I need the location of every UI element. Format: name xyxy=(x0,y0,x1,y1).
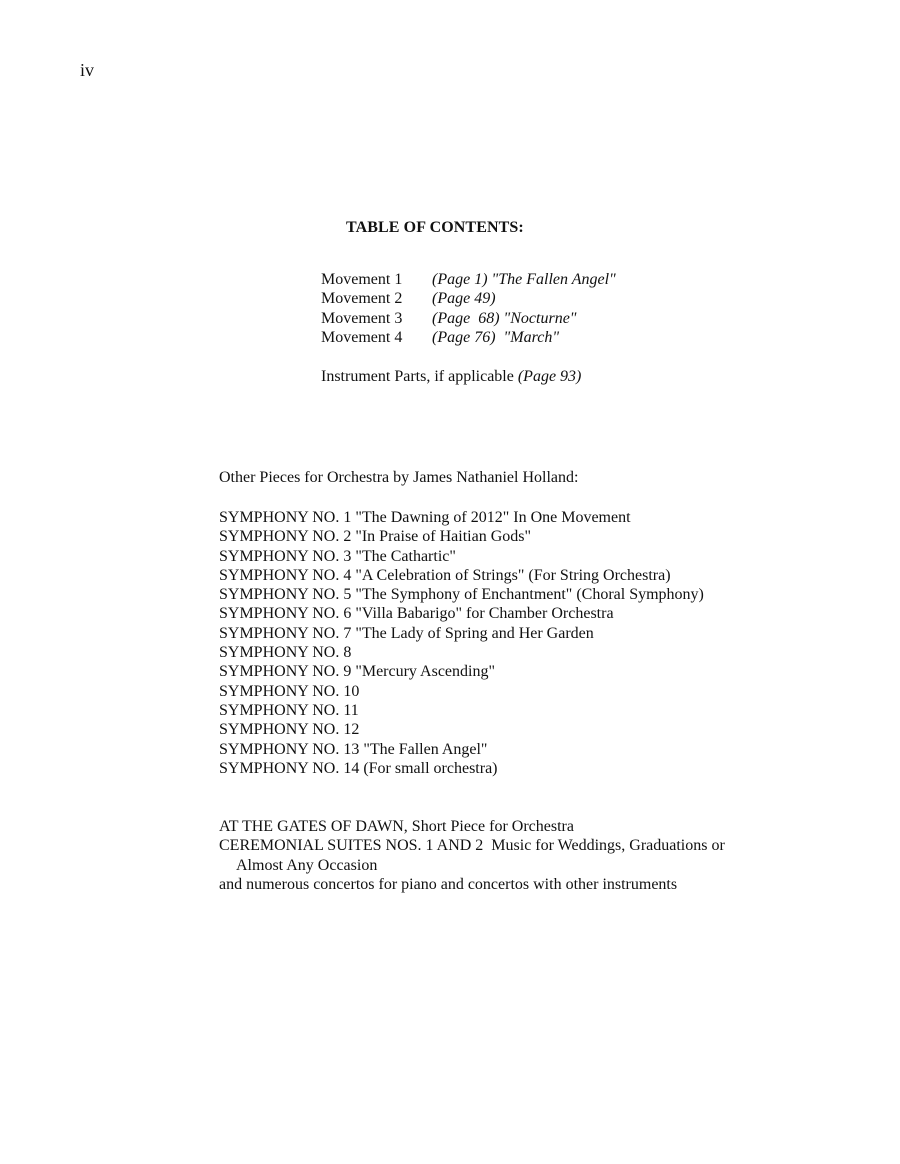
symphony-item: SYMPHONY NO. 10 xyxy=(219,682,360,700)
other-works-list xyxy=(219,817,819,895)
other-pieces-heading: Other Pieces for Orchestra by James Nathaniel Holland: xyxy=(219,469,579,486)
toc-entry-page-ref: (Page 49) xyxy=(432,290,496,308)
work-ceremonial-suites-continuation: Almost Any Occasion xyxy=(236,856,378,874)
toc-instrument-parts xyxy=(321,368,581,386)
symphony-item: SYMPHONY NO. 12 xyxy=(219,721,360,739)
toc-entry-movement-4 xyxy=(321,328,741,347)
symphony-item: SYMPHONY NO. 6 "Villa Babarigo" for Chamber Orchestra xyxy=(219,605,614,623)
toc-entry-label: Movement 1 xyxy=(321,271,403,288)
toc-list xyxy=(321,270,741,348)
toc-entry-label: Movement 4 xyxy=(321,329,403,347)
symphony-item: SYMPHONY NO. 7 "The Lady of Spring and Her Garden xyxy=(219,624,594,642)
toc-entry-label: Movement 2 xyxy=(321,290,403,308)
symphony-item: SYMPHONY NO. 9 "Mercury Ascending" xyxy=(219,663,496,681)
toc-entry-label: Movement 3 xyxy=(321,309,403,327)
work-gates-of-dawn: AT THE GATES OF DAWN, Short Piece for Orchestra xyxy=(219,818,574,835)
symphony-item: SYMPHONY NO. 13 "The Fallen Angel" xyxy=(219,740,488,758)
toc-entry-movement-2 xyxy=(321,289,741,308)
symphony-item: SYMPHONY NO. 3 "The Cathartic" xyxy=(219,547,456,565)
symphony-item: SYMPHONY NO. 1 "The Dawning of 2012" In One Movement xyxy=(219,509,631,526)
instrument-parts-page-ref: (Page 93) xyxy=(517,368,582,385)
symphony-item: SYMPHONY NO. 4 "A Celebration of Strings" (For String Orchestra) xyxy=(219,566,671,584)
symphony-item: SYMPHONY NO. 8 xyxy=(219,644,352,662)
symphony-item: SYMPHONY NO. 14 (For small orchestra) xyxy=(219,759,498,777)
toc-entry-movement-1 xyxy=(321,270,741,289)
toc-entry-movement-3 xyxy=(321,309,741,328)
symphony-item: SYMPHONY NO. 5 "The Symphony of Enchantment" (Choral Symphony) xyxy=(219,586,704,604)
instrument-parts-text: Instrument Parts, if applicable xyxy=(321,368,518,385)
work-concertos: and numerous concertos for piano and concertos with other instruments xyxy=(219,876,678,894)
toc-entry-page-ref: (Page 68) "Nocturne" xyxy=(432,309,577,327)
symphony-list xyxy=(219,508,859,778)
symphony-item: SYMPHONY NO. 11 xyxy=(219,701,359,719)
page-number: iv xyxy=(80,60,95,80)
toc-entry-page-ref: (Page 76) "March" xyxy=(432,329,560,347)
toc-heading: TABLE OF CONTENTS: xyxy=(346,219,524,236)
toc-entry-page-ref: (Page 1) "The Fallen Angel" xyxy=(432,271,616,288)
work-ceremonial-suites: CEREMONIAL SUITES NOS. 1 AND 2 Music for Weddings, Graduations or xyxy=(219,837,725,855)
symphony-item: SYMPHONY NO. 2 "In Praise of Haitian Gods" xyxy=(219,528,532,546)
